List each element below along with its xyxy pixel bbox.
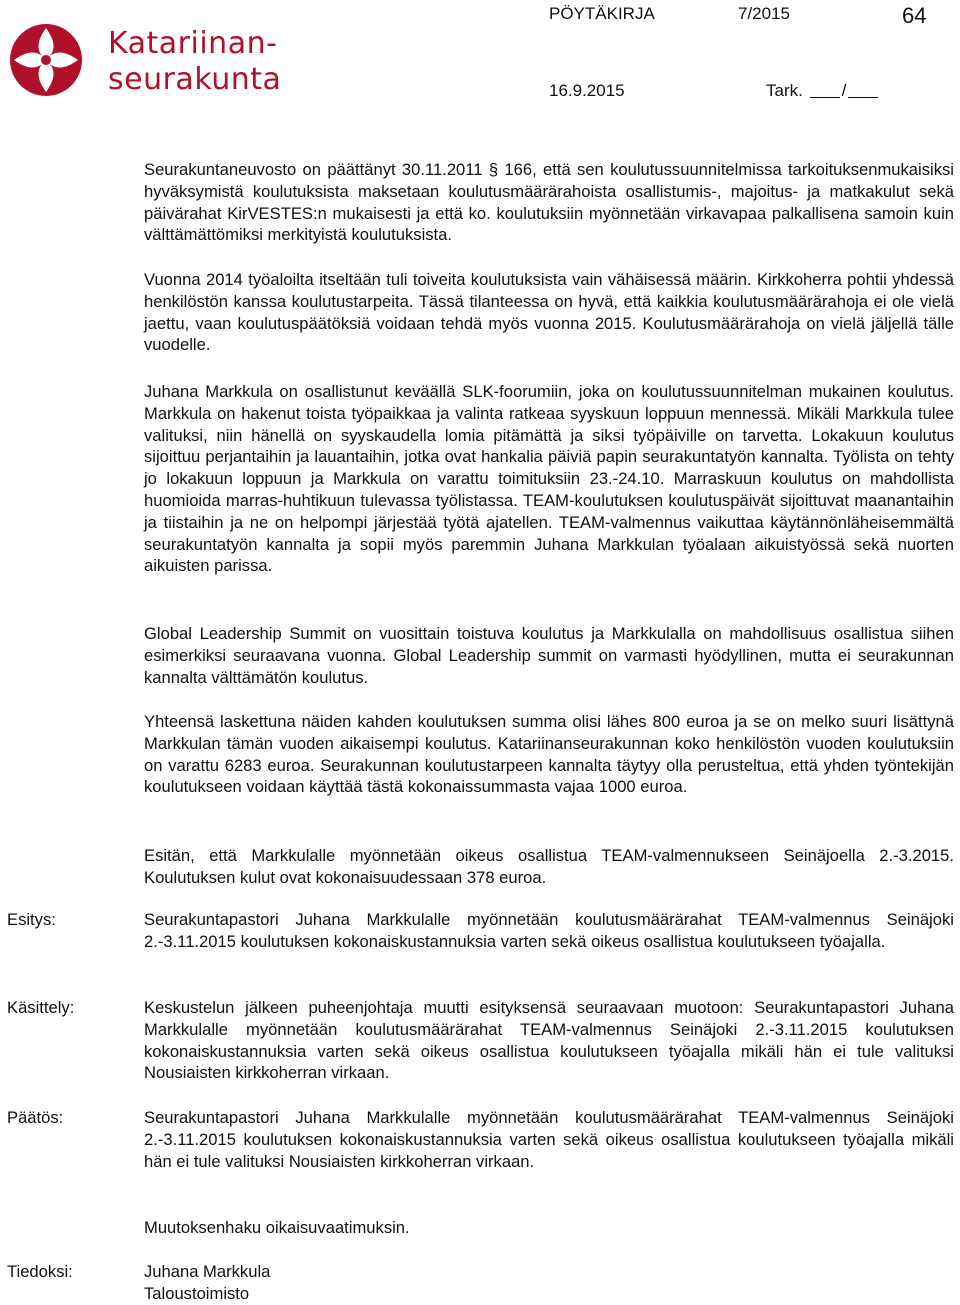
paragraph-markkula-training: Juhana Markkula on osallistunut keväällä SLK-foorumiin, joka on koulutussuunnitelman mukainen koulutus. Markkula on hakenut toista työpaikkaa ja valinta ratkeaa syyskuun loppuun mennessä. Mikäli Markkula tulee valituksi, niin hänellä on syyskaudella lomia pitämättä ja siksi työpäiville on tarvetta. Lokakuun koulutus sijoittuu perjantaihin ja lauantaihin, jotka ovat hankalia päiviä papin seurakuntatyön kannalta. Työlista on tehty jo lokakuun loppuun ja Markkula on varattu toimituksiin 23.-24.10. Marraskuun koulutus on mahdollista huomioida marras-huhtikuun tulevassa työlistassa. TEAM-koulutuksen koulutuspäivät sijoittuvat maanantaihin ja tiistaihin ja ne on helpompi järjestää työtä ajatellen. TEAM-valmennus vaikuttaa käytännönläheisemmältä seurakuntatyön kannalta ja sopii myös paremmin Juhana Markkulan työalaan aikuistyössä sekä nuorten aikuisten parissa. (144, 382, 954, 576)
page-number: 64 (902, 3, 927, 28)
checked-blank-2 (848, 97, 878, 98)
logo-text-line2: seurakunta (108, 62, 282, 97)
organization-logo (8, 20, 282, 100)
document-number: 7/2015 (738, 4, 790, 23)
checked-field (766, 81, 880, 101)
paatos-text: Seurakuntapastori Juhana Markkulalle myönnetään koulutusmäärärahat TEAM-valmennus Seinäjoki 2.-3.11.2015 koulutuksen kokonaiskustannuksia varten sekä oikeus osallistua koulutukseen työajalla mikäli hän ei tule valituksi Nousiaisten kirkkoherran virkaan. (144, 1108, 954, 1171)
paragraph-global-leadership: Global Leadership Summit on vuosittain toistuva koulutus ja Markkulalla on mahdollisuus osallistua siihen esimerkiksi seuraavana vuonna. Global Leadership summit on varmasti hyödyllinen, mutta ei seurakunnan kannalta välttämätön koulutus. (144, 624, 954, 687)
paragraph-2014-training: Vuonna 2014 työaloilta itseltään tuli toiveita koulutuksista vain vähäisessä määrin. Kirkkoherra pohtii yhdessä henkilöstön kanssa koulutustarpeita. Tässä tilanteessa on hyvä, että kaikkia koulutusmäärärahoja ei ole vielä jaettu, vaan koulutuspäätöksiä voidaan tehdä myös vuonna 2015. Koulutusmäärärahoja on vielä jäljellä tälle vuodelle. (144, 270, 954, 355)
esitys-label: Esitys: (7, 910, 56, 929)
church-cross-logo-icon (8, 22, 84, 98)
appeal-note: Muutoksenhaku oikaisuvaatimuksin. (144, 1218, 410, 1237)
kasittely-label: Käsittely: (7, 998, 75, 1017)
meeting-date: 16.9.2015 (549, 81, 625, 100)
checked-separator: / (841, 81, 847, 100)
paragraph-total-costs: Yhteensä laskettuna näiden kahden koulutuksen summa olisi lähes 800 euroa ja se on melko suuri lisättynä Markkulan tämän vuoden aikaisempi koulutus. Katariinanseurakunnan koko henkilöstön vuoden koulutuksiin on varattu 6283 euroa. Seurakunnan koulutustarpeen kannalta täytyy olla perusteltua, että yhden työntekijän koulutukseen voidaan käyttää tästä kokonaissummasta vajaa 1000 euroa. (144, 712, 954, 797)
kasittely-text: Keskustelun jälkeen puheenjohtaja muutti esityksensä seuraavaan muotoon: Seurakuntapastori Juhana Markkulalle myönnetään koulutusmäärärahat TEAM-valmennus Seinäjoki 2.-3.11.2015 koulutuksen kokonaiskustannuksia varten sekä oikeus osallistua koulutukseen työajalla mikäli hän ei tule valituksi Nousiaisten kirkkoherran virkaan. (144, 998, 954, 1083)
logo-text-line1: Katariinan- (108, 26, 278, 61)
paatos-label: Päätös: (7, 1108, 64, 1127)
tiedoksi-recipient-1: Juhana Markkula (144, 1262, 271, 1281)
checked-blank-1 (810, 97, 840, 98)
tiedoksi-recipient-2: Taloustoimisto (144, 1284, 250, 1303)
paragraph-decision-background: Seurakuntaneuvosto on päättänyt 30.11.2011 § 166, että sen koulutussuunnitelmissa tarkoituksenmukaisiksi hyväksymistä koulutuksista maksetaan koulutusmäärärahoista osallistumis-, majoitus- ja matkakulut sekä päivärahat KirVESTES:n mukaisesti ja että ko. koulutuksiin myönnetään virkavapaa palkallisena samoin kuin välttämättömiksi merkityistä koulutuksista. (144, 160, 954, 245)
document-type: PÖYTÄKIRJA (549, 4, 655, 23)
esitys-text: Seurakuntapastori Juhana Markkulalle myönnetään koulutusmäärärahat TEAM-valmennus Seinäjoki 2.-3.11.2015 koulutuksen kokonaiskustannuksia varten sekä oikeus osallistua koulutukseen työajalla. (144, 910, 954, 951)
checked-label: Tark. (766, 81, 803, 100)
paragraph-proposal-intro: Esitän, että Markkulalle myönnetään oikeus osallistua TEAM-valmennukseen Seinäjoella 2.-3.2015. Koulutuksen kulut ovat kokonaisuudessaan 378 euroa. (144, 846, 954, 887)
tiedoksi-label: Tiedoksi: (7, 1262, 73, 1281)
